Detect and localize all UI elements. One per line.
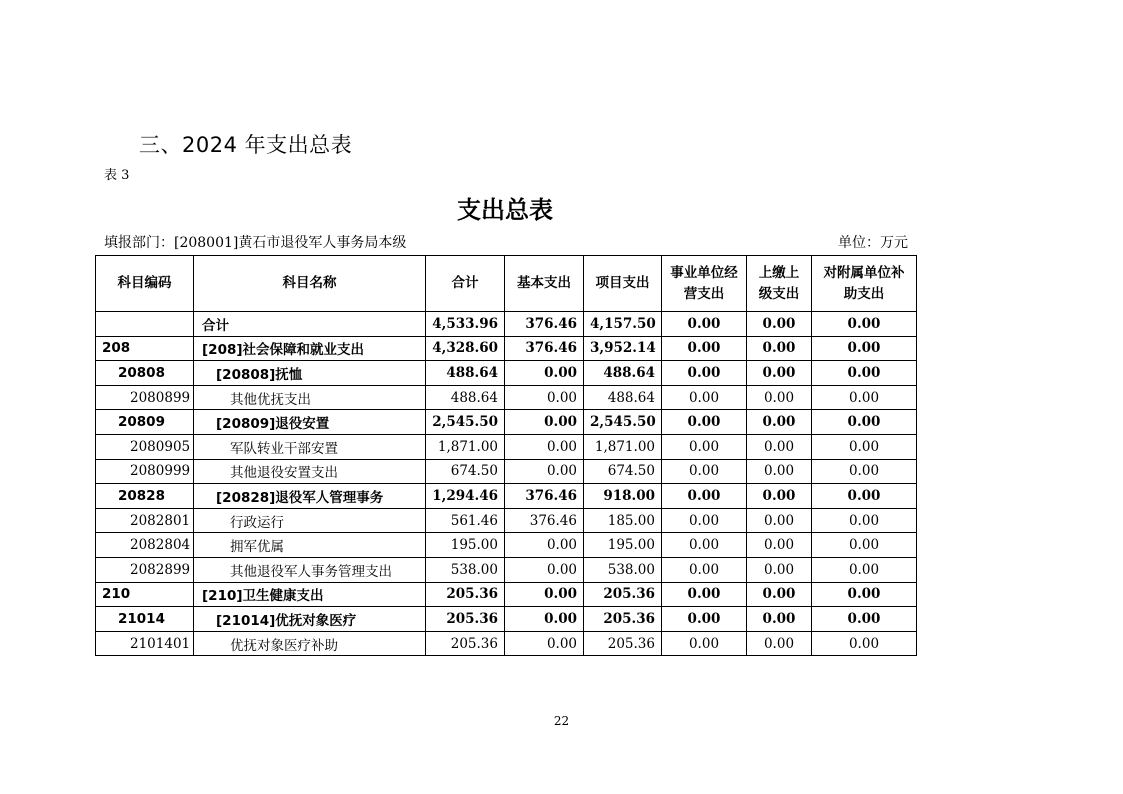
cell-subsidy: 0.00 <box>812 557 917 582</box>
cell-basic: 376.46 <box>505 336 584 361</box>
cell-total: 2,545.50 <box>426 410 505 435</box>
cell-subsidy: 0.00 <box>812 533 917 558</box>
cell-subsidy: 0.00 <box>812 631 917 656</box>
cell-basic: 376.46 <box>505 508 584 533</box>
cell-total: 4,533.96 <box>426 312 505 337</box>
cell-project: 205.36 <box>584 631 662 656</box>
cell-business: 0.00 <box>662 508 747 533</box>
cell-name: 拥军优属 <box>194 533 426 558</box>
table-row <box>96 631 917 656</box>
cell-total: 4,328.60 <box>426 336 505 361</box>
cell-upper: 0.00 <box>747 508 812 533</box>
cell-basic: 0.00 <box>505 459 584 484</box>
cell-total: 674.50 <box>426 459 505 484</box>
cell-business: 0.00 <box>662 533 747 558</box>
table-row <box>96 312 917 337</box>
cell-basic: 0.00 <box>505 410 584 435</box>
table-row <box>96 582 917 607</box>
cell-upper: 0.00 <box>747 459 812 484</box>
cell-subsidy: 0.00 <box>812 607 917 632</box>
cell-project: 195.00 <box>584 533 662 558</box>
cell-upper: 0.00 <box>747 582 812 607</box>
cell-code: 2080999 <box>96 459 194 484</box>
cell-basic: 0.00 <box>505 533 584 558</box>
cell-subsidy: 0.00 <box>812 484 917 509</box>
cell-subsidy: 0.00 <box>812 336 917 361</box>
table-row <box>96 508 917 533</box>
cell-code: 20828 <box>96 484 194 509</box>
table-row <box>96 336 917 361</box>
cell-upper: 0.00 <box>747 533 812 558</box>
cell-name: 军队转业干部安置 <box>194 434 426 459</box>
cell-business: 0.00 <box>662 607 747 632</box>
cell-basic: 0.00 <box>505 557 584 582</box>
cell-upper: 0.00 <box>747 631 812 656</box>
section-title: 三、2024 年支出总表 <box>139 133 353 157</box>
cell-basic: 0.00 <box>505 434 584 459</box>
cell-subsidy: 0.00 <box>812 582 917 607</box>
cell-upper: 0.00 <box>747 385 812 410</box>
header-row <box>96 256 917 312</box>
header-total: 合计 <box>426 256 505 312</box>
cell-total: 205.36 <box>426 582 505 607</box>
cell-business: 0.00 <box>662 484 747 509</box>
table-row <box>96 410 917 435</box>
cell-code: 2101401 <box>96 631 194 656</box>
table-row <box>96 361 917 386</box>
header-code: 科目编码 <box>96 256 194 312</box>
cell-project: 205.36 <box>584 582 662 607</box>
cell-subsidy: 0.00 <box>812 385 917 410</box>
cell-project: 4,157.50 <box>584 312 662 337</box>
cell-total: 1,871.00 <box>426 434 505 459</box>
table-title: 支出总表 <box>457 196 553 224</box>
cell-code: 2080899 <box>96 385 194 410</box>
cell-code: 20809 <box>96 410 194 435</box>
page-number: 22 <box>553 714 570 728</box>
cell-subsidy: 0.00 <box>812 312 917 337</box>
table-row <box>96 385 917 410</box>
reporting-department: 填报部门：[208001]黄石市退役军人事务局本级 <box>104 235 407 251</box>
header-project: 项目支出 <box>584 256 662 312</box>
cell-upper: 0.00 <box>747 312 812 337</box>
cell-total: 488.64 <box>426 385 505 410</box>
cell-project: 185.00 <box>584 508 662 533</box>
unit-label: 单位：万元 <box>838 235 908 251</box>
cell-business: 0.00 <box>662 312 747 337</box>
cell-business: 0.00 <box>662 582 747 607</box>
table-number: 表 3 <box>104 168 130 183</box>
cell-business: 0.00 <box>662 361 747 386</box>
cell-basic: 376.46 <box>505 484 584 509</box>
cell-basic: 0.00 <box>505 582 584 607</box>
cell-code: 210 <box>96 582 194 607</box>
table-row <box>96 434 917 459</box>
cell-name: [210]卫生健康支出 <box>194 582 426 607</box>
cell-basic: 0.00 <box>505 631 584 656</box>
expenditure-table <box>95 255 917 656</box>
cell-project: 918.00 <box>584 484 662 509</box>
cell-total: 195.00 <box>426 533 505 558</box>
cell-name: 其他优抚支出 <box>194 385 426 410</box>
cell-total: 205.36 <box>426 607 505 632</box>
cell-business: 0.00 <box>662 410 747 435</box>
cell-upper: 0.00 <box>747 484 812 509</box>
cell-subsidy: 0.00 <box>812 361 917 386</box>
cell-name: [20809]退役安置 <box>194 410 426 435</box>
cell-project: 205.36 <box>584 607 662 632</box>
cell-name: [20828]退役军人管理事务 <box>194 484 426 509</box>
cell-upper: 0.00 <box>747 607 812 632</box>
cell-name: [20808]抚恤 <box>194 361 426 386</box>
cell-project: 538.00 <box>584 557 662 582</box>
cell-name: 行政运行 <box>194 508 426 533</box>
cell-code: 208 <box>96 336 194 361</box>
header-upper: 上缴上级支出 <box>747 256 812 312</box>
cell-code: 2080905 <box>96 434 194 459</box>
cell-total: 561.46 <box>426 508 505 533</box>
cell-code: 20808 <box>96 361 194 386</box>
cell-upper: 0.00 <box>747 410 812 435</box>
cell-subsidy: 0.00 <box>812 434 917 459</box>
header-subsidy: 对附属单位补助支出 <box>812 256 917 312</box>
cell-name: 优抚对象医疗补助 <box>194 631 426 656</box>
cell-name: [21014]优抚对象医疗 <box>194 607 426 632</box>
cell-business: 0.00 <box>662 631 747 656</box>
cell-name: [208]社会保障和就业支出 <box>194 336 426 361</box>
cell-basic: 0.00 <box>505 361 584 386</box>
cell-project: 1,871.00 <box>584 434 662 459</box>
cell-basic: 0.00 <box>505 607 584 632</box>
cell-upper: 0.00 <box>747 361 812 386</box>
cell-project: 2,545.50 <box>584 410 662 435</box>
cell-basic: 376.46 <box>505 312 584 337</box>
cell-subsidy: 0.00 <box>812 410 917 435</box>
cell-code: 2082899 <box>96 557 194 582</box>
cell-total: 205.36 <box>426 631 505 656</box>
table-row <box>96 484 917 509</box>
cell-code: 2082804 <box>96 533 194 558</box>
cell-name: 其他退役安置支出 <box>194 459 426 484</box>
cell-business: 0.00 <box>662 459 747 484</box>
cell-code: 21014 <box>96 607 194 632</box>
cell-name: 其他退役军人事务管理支出 <box>194 557 426 582</box>
cell-business: 0.00 <box>662 336 747 361</box>
cell-subsidy: 0.00 <box>812 459 917 484</box>
cell-basic: 0.00 <box>505 385 584 410</box>
cell-business: 0.00 <box>662 385 747 410</box>
table-row <box>96 533 917 558</box>
cell-business: 0.00 <box>662 434 747 459</box>
cell-total: 538.00 <box>426 557 505 582</box>
cell-subsidy: 0.00 <box>812 508 917 533</box>
cell-project: 674.50 <box>584 459 662 484</box>
table-row <box>96 607 917 632</box>
cell-total: 1,294.46 <box>426 484 505 509</box>
header-business: 事业单位经营支出 <box>662 256 747 312</box>
cell-upper: 0.00 <box>747 336 812 361</box>
cell-name: 合计 <box>194 312 426 337</box>
cell-code <box>96 312 194 337</box>
header-name: 科目名称 <box>194 256 426 312</box>
header-basic: 基本支出 <box>505 256 584 312</box>
cell-upper: 0.00 <box>747 434 812 459</box>
cell-upper: 0.00 <box>747 557 812 582</box>
cell-project: 488.64 <box>584 385 662 410</box>
table-row <box>96 557 917 582</box>
cell-project: 488.64 <box>584 361 662 386</box>
cell-business: 0.00 <box>662 557 747 582</box>
cell-total: 488.64 <box>426 361 505 386</box>
cell-code: 2082801 <box>96 508 194 533</box>
table-row <box>96 459 917 484</box>
cell-project: 3,952.14 <box>584 336 662 361</box>
